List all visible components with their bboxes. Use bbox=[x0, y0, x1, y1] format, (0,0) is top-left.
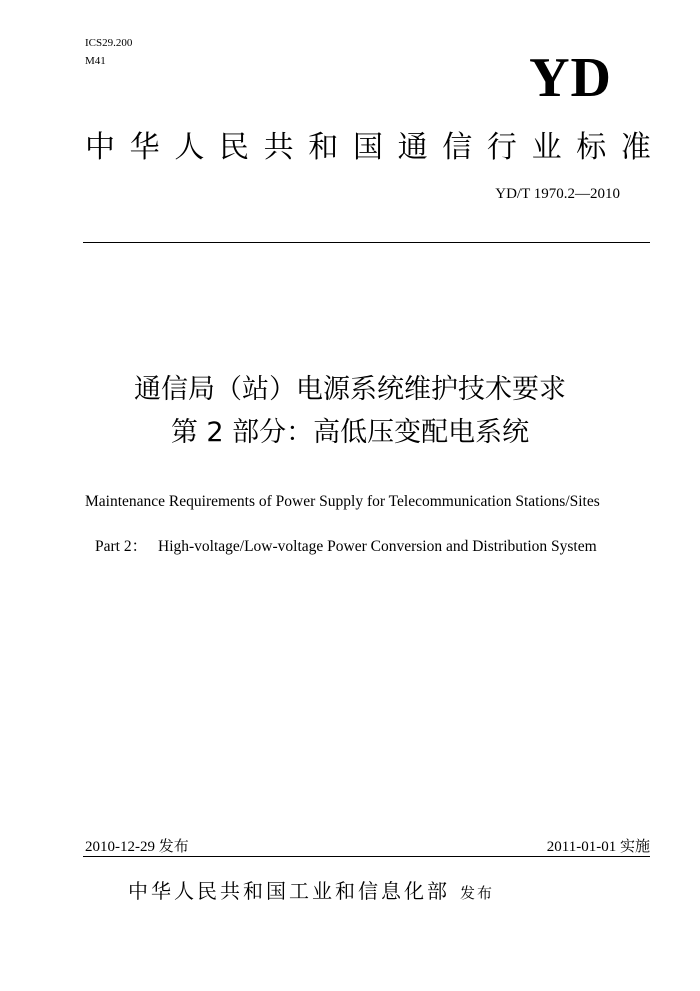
part-title: High-voltage/Low-voltage Power Conversion and Distribution System bbox=[158, 538, 597, 555]
standard-type-char: 人 bbox=[174, 130, 205, 165]
standard-type-char: 国 bbox=[352, 130, 383, 165]
implementation-date-label: 实施 bbox=[619, 837, 650, 855]
standard-type-char: 民 bbox=[218, 130, 249, 165]
standard-number: YD/T 1970.2—2010 bbox=[495, 186, 620, 202]
yd-logo: YD bbox=[529, 47, 612, 109]
implementation-date-value: 2011-01-01 bbox=[546, 839, 617, 855]
standard-type-char: 中 bbox=[85, 130, 115, 165]
ics-code: ICS29.200 bbox=[85, 37, 133, 49]
ccs-code: M41 bbox=[85, 55, 106, 67]
issue-date-label: 发布 bbox=[158, 837, 189, 855]
title-chinese-line-2: 第 2 部分：高低压变配电系统 bbox=[170, 417, 530, 448]
standard-type-char: 共 bbox=[263, 130, 294, 165]
issue-date bbox=[85, 836, 189, 857]
standard-type-heading bbox=[85, 128, 651, 168]
bottom-divider bbox=[83, 856, 650, 857]
standard-type-char: 和 bbox=[308, 130, 339, 165]
ministry-issue-label: 发布 bbox=[460, 884, 495, 902]
standard-type-char: 标 bbox=[576, 130, 607, 165]
standard-type-char: 华 bbox=[129, 130, 160, 165]
issuing-authority bbox=[128, 876, 494, 908]
top-divider bbox=[83, 242, 650, 243]
title-chinese-line-1: 通信局（站）电源系统维护技术要求 bbox=[134, 374, 566, 405]
title-english-line-1: Maintenance Requirements of Power Supply for Telecommunication Stations/Sites bbox=[85, 493, 600, 510]
issue-date-value: 2010-12-29 bbox=[85, 839, 155, 855]
standard-type-char: 信 bbox=[442, 130, 473, 165]
part-label: Part 2： bbox=[95, 538, 148, 555]
standard-type-char: 行 bbox=[486, 130, 517, 165]
title-english-line-2 bbox=[95, 536, 597, 558]
implementation-date bbox=[547, 836, 650, 857]
standard-type-char: 业 bbox=[531, 130, 562, 165]
standard-type-char: 通 bbox=[397, 130, 428, 165]
standard-type-char: 准 bbox=[620, 130, 651, 165]
ministry-name: 中华人民共和国工业和信息化部 bbox=[128, 879, 450, 903]
